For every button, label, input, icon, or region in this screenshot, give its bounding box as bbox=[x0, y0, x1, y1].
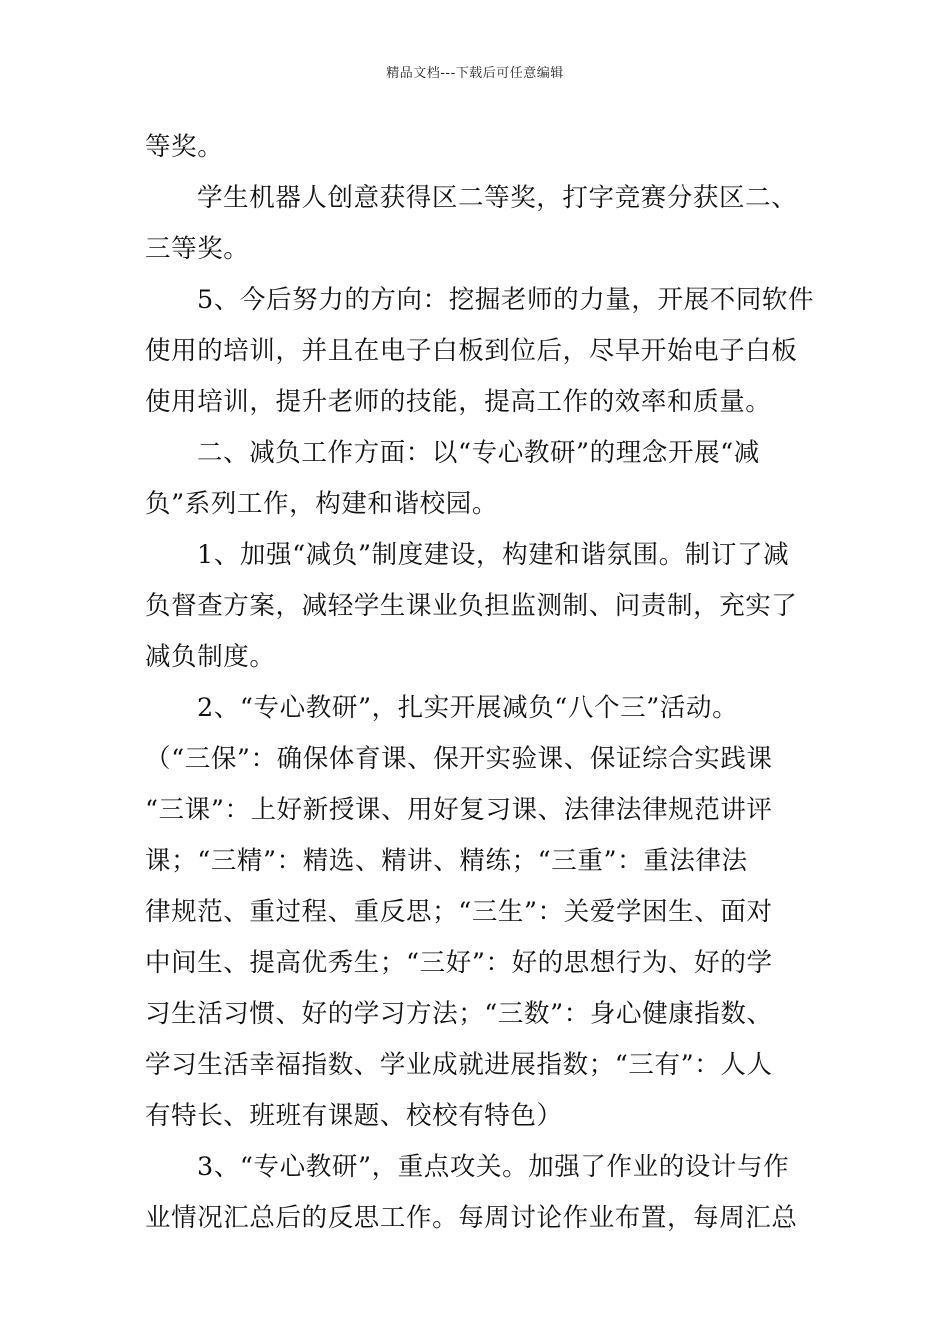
text-line: 二、减负工作方面：以“专心教研”的理念开展“减 bbox=[197, 438, 760, 468]
text-line: 三等奖。 bbox=[145, 234, 250, 264]
text-line: 习生活习惯、好的学习方法；“三数”：身心健康指数、 bbox=[145, 999, 773, 1029]
text-line: 学生机器人创意获得区二等奖，打字竞赛分获区二、 bbox=[197, 183, 798, 213]
text-line: 3、“专心教研”，重点攻关。加强了作业的设计与作 bbox=[197, 1152, 790, 1182]
text-line: 1、加强“减负”制度建设，构建和谐氛围。制订了减 bbox=[197, 540, 790, 570]
text-line: 课；“三精”：精选、精讲、精练；“三重”：重法律法 bbox=[145, 846, 748, 876]
text-line: 负督查方案，减轻学生课业负担监测制、问责制，充实了 bbox=[145, 591, 798, 621]
text-line: （“三保”：确保体育课、保开实验课、保证综合实践课 bbox=[145, 744, 773, 774]
document-body bbox=[145, 122, 815, 1244]
text-line: 负”系列工作，构建和谐校园。 bbox=[145, 489, 498, 519]
text-line: 5、今后努力的方向：挖掘老师的力量，开展不同软件 bbox=[197, 285, 815, 315]
text-line: 律规范、重过程、重反思；“三生”：关爱学困生、面对 bbox=[145, 897, 773, 927]
text-line: 使用培训，提升老师的技能，提高工作的效率和质量。 bbox=[145, 387, 772, 417]
text-line: 学习生活幸福指数、学业成就进展指数；“三有”：人人 bbox=[145, 1050, 773, 1080]
text-line: 使用的培训，并且在电子白板到位后，尽早开始电子白板 bbox=[145, 336, 798, 366]
text-line: 减负制度。 bbox=[145, 642, 276, 672]
text-line: “三课”：上好新授课、用好复习课、法律法律规范讲评 bbox=[145, 795, 773, 825]
text-line: 2、“专心教研”，扎实开展减负“八个三”活动。 bbox=[197, 693, 739, 723]
text-line: 等奖。 bbox=[145, 132, 224, 162]
text-line: 中间生、提高优秀生；“三好”：好的思想行为、好的学 bbox=[145, 948, 773, 978]
page-header: 精品文档---下载后可任意编辑 bbox=[386, 66, 564, 81]
text-line: 业情况汇总后的反思工作。每周讨论作业布置，每周汇总 bbox=[145, 1203, 798, 1233]
text-line: 有特长、班班有课题、校校有特色） bbox=[145, 1101, 563, 1131]
